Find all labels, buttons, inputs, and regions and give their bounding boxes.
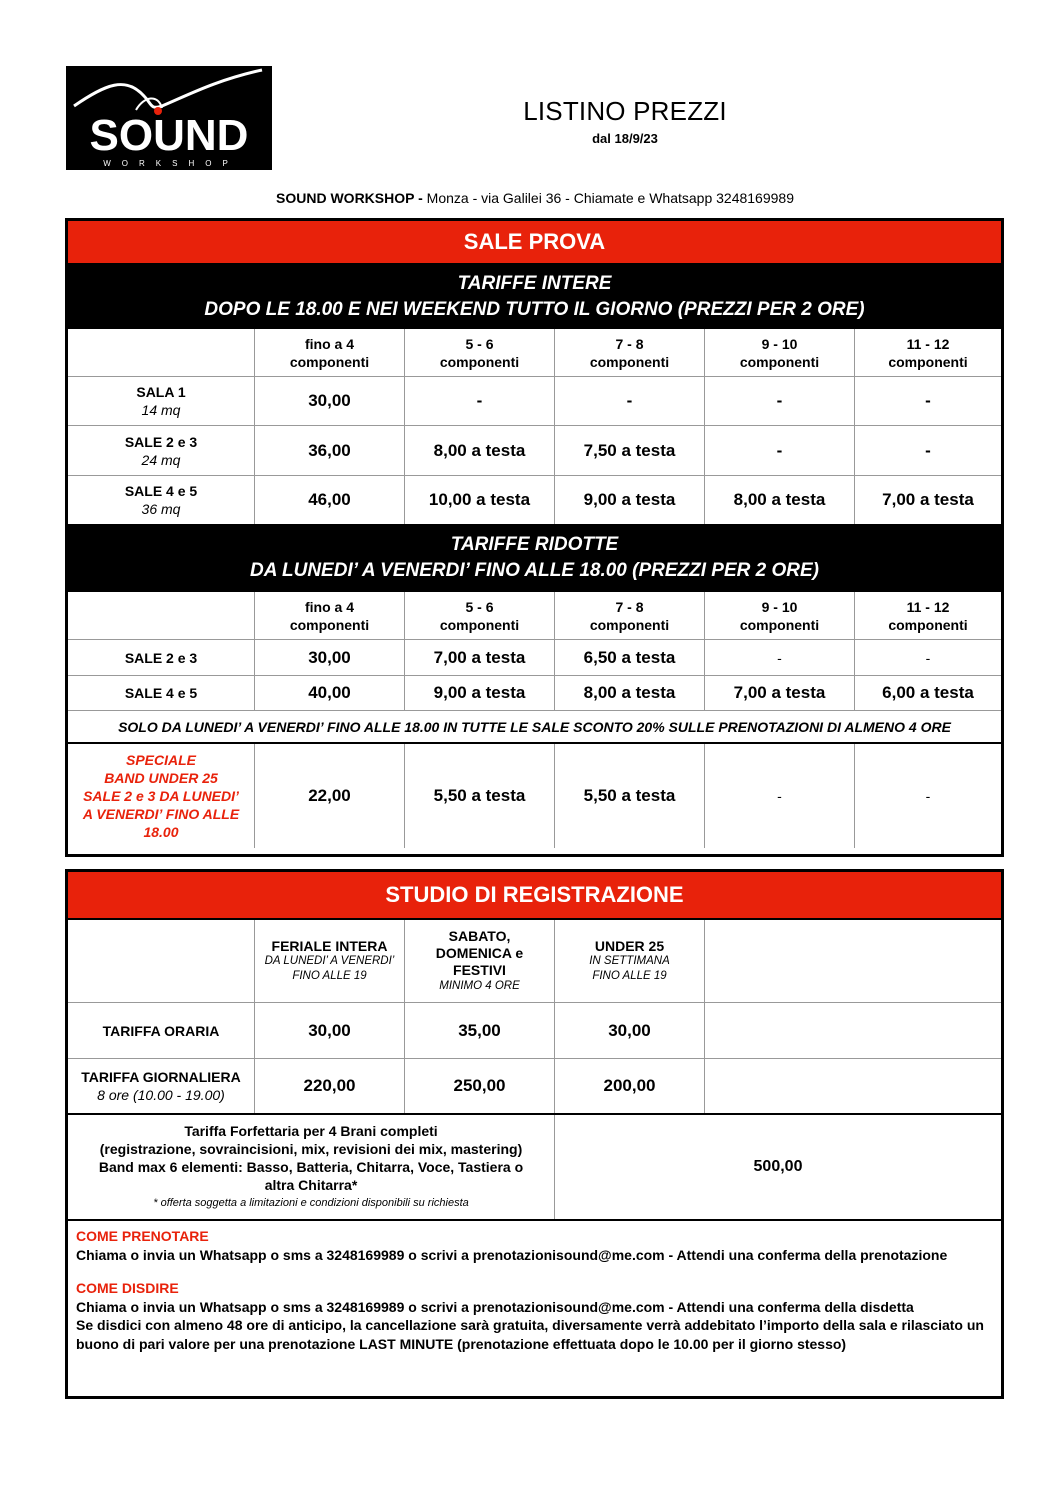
header-main: DOMENICA e [435, 945, 524, 961]
header-sub: FINO ALLE 19 [592, 970, 667, 982]
speciale-line: SALE 2 e 3 DA LUNEDI’ [83, 788, 239, 804]
empty-cell [704, 1059, 1001, 1113]
tariffe-ridotte-bar [68, 524, 1001, 592]
header-a: fino a 4 [304, 335, 354, 352]
tariffe-intere-line1: TARIFFE INTERE [457, 273, 612, 294]
logo-tagline: WORKSHOP [103, 159, 239, 168]
header-b: componenti [589, 616, 670, 633]
price-cell: - [404, 377, 554, 425]
price-cell: 8,00 a testa [554, 676, 704, 710]
price-cell: 30,00 [254, 377, 404, 425]
spacer [76, 1264, 993, 1279]
price-cell: 7,00 a testa [404, 640, 554, 675]
header-sub: IN SETTIMANA [589, 955, 670, 967]
price-cell: 220,00 [254, 1059, 404, 1113]
price-cell: 5,50 a testa [404, 744, 554, 848]
header-empty [68, 329, 254, 376]
row-label [68, 426, 254, 475]
header-b: componenti [289, 616, 370, 633]
header-b: componenti [888, 616, 968, 633]
price-cell: 7,00 a testa [854, 476, 1001, 524]
price-cell: 46,00 [254, 476, 404, 524]
header-weekend [404, 920, 554, 1002]
header-col-3 [554, 592, 704, 639]
header-a: 9 - 10 [761, 598, 798, 615]
price-cell: 200,00 [554, 1059, 704, 1113]
tariffe-ridotte-line2: DA LUNEDI’ A VENERDI’ FINO ALLE 18.00 (PREZZI PER 2 ORE) [249, 560, 820, 581]
discount-note: SOLO DA LUNEDI’ A VENERDI’ FINO ALLE 18.00 IN TUTTE LE SALE SCONTO 20% SULLE PRENOTAZIONI DI ALMENO 4 ORE [68, 710, 1001, 742]
price-cell: 8,00 a testa [704, 476, 854, 524]
speciale-label [68, 744, 254, 848]
studio-title: STUDIO DI REGISTRAZIONE [68, 872, 1001, 920]
header-a: 9 - 10 [761, 335, 798, 352]
header-col-2 [404, 329, 554, 376]
disdire-text-1: Chiama o invia un Whatsapp o sms a 3248169989 o scrivi a prenotazionisound@me.com - Attendi una conferma della disdetta [76, 1298, 914, 1315]
price-cell: 9,00 a testa [404, 676, 554, 710]
price-cell: 8,00 a testa [404, 426, 554, 475]
speciale-line: BAND UNDER 25 [104, 770, 218, 786]
table-row [68, 1058, 1001, 1113]
sound-workshop-logo [66, 66, 272, 170]
room-size: 14 mq [141, 402, 181, 418]
table-row [68, 475, 1001, 524]
speciale-line: SPECIALE [125, 752, 196, 768]
header-col-4 [704, 592, 854, 639]
header-main: FESTIVI [453, 962, 506, 978]
tariffe-intere-line2: DOPO LE 18.00 E NEI WEEKEND TUTTO IL GIORNO (PREZZI PER 2 ORE) [204, 299, 865, 320]
speciale-line: 18.00 [143, 824, 179, 840]
sale-prova-section [65, 218, 1004, 857]
price-cell: - [854, 640, 1001, 675]
logo-name: SOUND [89, 111, 249, 160]
disdire-text-2: Se disdici con almeno 48 ore di anticipo, la cancellazione sarà gratuita, diversamente verrà addebitato l’importo della sala e rilasciato un buono di pari valore per una prenotazione LAST MINUTE (prenotazione effettuata dopo le 10.00 per il giorno stesso) [76, 1317, 984, 1352]
price-cell: 22,00 [254, 744, 404, 848]
price-cell: 7,50 a testa [554, 426, 704, 475]
room-name: SALE 4 e 5 [124, 483, 198, 499]
studio-section [65, 869, 1004, 1399]
price-cell: 10,00 a testa [404, 476, 554, 524]
price-cell: - [704, 744, 854, 848]
header-main: SABATO, [448, 928, 511, 944]
price-cell: 250,00 [404, 1059, 554, 1113]
header-a: 5 - 6 [465, 335, 494, 352]
header-empty [68, 920, 254, 1002]
row-label-sub: 8 ore (10.00 - 19.00) [97, 1087, 225, 1103]
forfettaria-line: Tariffa Forfettaria per 4 Brani completi [184, 1123, 438, 1139]
room-size: 24 mq [141, 451, 181, 468]
header-col-1 [254, 329, 404, 376]
price-cell: 9,00 a testa [554, 476, 704, 524]
header-b: componenti [439, 616, 520, 633]
forfettaria-line: Band max 6 elementi: Basso, Batteria, Chitarra, Voce, Tastiera o [98, 1159, 524, 1175]
price-cell: 36,00 [254, 426, 404, 475]
tariffe-ridotte-line1: TARIFFE RIDOTTE [450, 534, 619, 555]
header-col-5 [854, 329, 1001, 376]
forfettaria-footnote: * offerta soggetta a limitazioni e condizioni disponibili su richiesta [153, 1197, 469, 1209]
tariffe-intere-bar [68, 265, 1001, 329]
intere-header-row [68, 329, 1001, 376]
page-title: LISTINO PREZZI [523, 96, 727, 126]
header-b: componenti [739, 353, 820, 370]
price-cell: - [704, 640, 854, 675]
contact-bold: SOUND WORKSHOP - [276, 190, 423, 206]
contact-line [0, 190, 1058, 206]
header-sub: FINO ALLE 19 [292, 970, 367, 982]
header-b: componenti [439, 353, 520, 370]
header-b: componenti [589, 353, 670, 370]
header-a: fino a 4 [304, 598, 354, 615]
price-cell: - [704, 377, 854, 425]
price-cell: 6,00 a testa [854, 676, 1001, 710]
speciale-row [68, 742, 1001, 848]
booking-info [68, 1219, 1001, 1361]
price-cell: 30,00 [254, 640, 404, 675]
row-label: SALE 4 e 5 [124, 685, 198, 701]
price-cell: 30,00 [254, 1003, 404, 1058]
header-a: 7 - 8 [615, 335, 644, 352]
row-label [68, 377, 254, 425]
room-name: SALA 1 [136, 384, 186, 400]
row-label: SALE 2 e 3 [124, 649, 198, 666]
header-a: 5 - 6 [465, 598, 494, 615]
header-main: FERIALE INTERA [271, 938, 388, 954]
room-size: 36 mq [141, 501, 181, 517]
table-row [68, 1002, 1001, 1058]
speciale-line: A VENERDI’ FINO ALLE [82, 806, 240, 822]
price-cell: 30,00 [554, 1003, 704, 1058]
header-a: 11 - 12 [906, 335, 950, 352]
price-cell: - [854, 426, 1001, 475]
disdire-title: COME DISDIRE [76, 1280, 179, 1296]
forfettaria-description [68, 1115, 554, 1219]
header-a: 11 - 12 [906, 598, 950, 615]
header-empty [68, 592, 254, 639]
header-col-2 [404, 592, 554, 639]
header-under25 [554, 920, 704, 1002]
price-cell: - [854, 744, 1001, 848]
row-label [68, 1059, 254, 1113]
header-col-4 [704, 329, 854, 376]
header-a: 7 - 8 [615, 598, 644, 615]
header-col-5 [854, 592, 1001, 639]
header-b: componenti [289, 353, 370, 370]
price-cell: 35,00 [404, 1003, 554, 1058]
empty-cell [704, 1003, 1001, 1058]
header-b: componenti [888, 353, 968, 370]
price-cell: 5,50 a testa [554, 744, 704, 848]
table-row [68, 675, 1001, 710]
header-col-1 [254, 592, 404, 639]
price-cell: 40,00 [254, 676, 404, 710]
price-cell: - [704, 426, 854, 475]
prenotare-text: Chiama o invia un Whatsapp o sms a 3248169989 o scrivi a prenotazionisound@me.com - Attendi una conferma della prenotazione [76, 1246, 948, 1263]
header-sub: DA LUNEDI’ A VENERDI’ [264, 955, 395, 967]
page-date: dal 18/9/23 [592, 131, 658, 146]
header-feriale [254, 920, 404, 1002]
contact-rest: Monza - via Galilei 36 - Chiamate e Whatsapp 3248169989 [422, 190, 794, 206]
row-label-main: TARIFFA GIORNALIERA [81, 1069, 241, 1085]
table-row [68, 376, 1001, 425]
header-sub: MINIMO 4 ORE [439, 980, 520, 992]
price-cell: - [854, 377, 1001, 425]
ridotte-header-row [68, 592, 1001, 639]
sale-prova-title: SALE PROVA [68, 221, 1001, 265]
header-main: UNDER 25 [594, 938, 665, 954]
row-label: TARIFFA ORARIA [102, 1022, 220, 1039]
price-cell: - [554, 377, 704, 425]
studio-header-row [68, 920, 1001, 1002]
forfettaria-line: altra Chitarra* [264, 1177, 358, 1193]
empty-cell [704, 920, 1001, 1002]
forfettaria-line: (registrazione, sovraincisioni, mix, revisioni dei mix, mastering) [99, 1141, 523, 1157]
header-col-3 [554, 329, 704, 376]
logo-graphic [66, 66, 272, 170]
header-b: componenti [739, 616, 820, 633]
row-label [68, 476, 254, 524]
table-row [68, 425, 1001, 475]
price-cell: 7,00 a testa [704, 676, 854, 710]
price-cell: 6,50 a testa [554, 640, 704, 675]
table-row [68, 639, 1001, 675]
forfettaria-price: 500,00 [554, 1115, 1001, 1219]
prenotare-title: COME PRENOTARE [76, 1228, 209, 1244]
room-name: SALE 2 e 3 [124, 433, 198, 450]
forfettaria-row [68, 1113, 1001, 1219]
